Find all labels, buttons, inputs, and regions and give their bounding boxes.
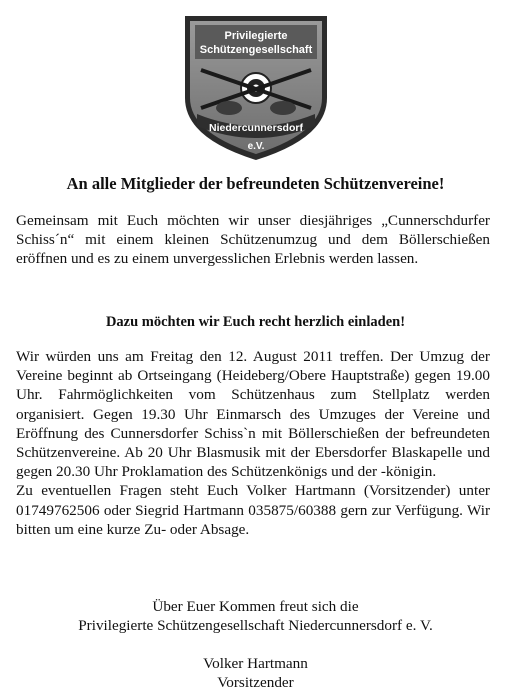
emblem-text-3: Niedercunnersdorf — [209, 122, 303, 134]
intro-paragraph: Gemeinsam mit Euch möchten wir unser diesjähriges „Cunnerschdurfer Schiss´n“ mit einem kleinen Schützenumzug und dem Böllerschießen eröffnen und es zu einem unvergesslichen Erlebnis werden lassen. — [16, 212, 490, 268]
emblem-text-4: e.V. — [247, 141, 265, 152]
details-block — [16, 347, 490, 539]
signer-name: Volker Hartmann — [203, 655, 308, 672]
emblem-text-2: Schützengesellschaft — [199, 44, 313, 56]
shield-emblem-icon — [181, 10, 331, 165]
letter-heading: An alle Mitglieder der befreundeten Schützenvereine! — [66, 174, 445, 193]
contact-paragraph: Zu eventuellen Fragen steht Euch Volker Hartmann (Vorsitzender) unter 01749762506 oder Siegrid Hartmann 035875/60388 gern zur Verfügung. Wir bitten um eine kurze Zu- oder Absage. — [16, 482, 490, 538]
club-emblem — [181, 10, 331, 165]
emblem-text-1: Privilegierte — [224, 30, 288, 42]
closing-line-2: Privilegierte Schützengesellschaft Niedercunnersdorf e. V. — [78, 617, 433, 634]
closing-block — [0, 597, 511, 635]
closing-line-1: Über Euer Kommen freut sich die — [152, 598, 359, 615]
signer-title: Vorsitzender — [217, 674, 294, 691]
signature-block — [0, 654, 511, 692]
invitation-heading: Dazu möchten wir Euch recht herzlich einladen! — [105, 314, 406, 330]
schedule-paragraph: Wir würden uns am Freitag den 12. August 2011 treffen. Der Umzug der Vereine beginnt ab Ortseingang (Heideberg/Obere Hauptstraße) gegen 19.00 Uhr. Fahrmöglichkeiten vom Schützenhaus zum Stellplatz werden organisiert. Gegen 19.30 Uhr Einmarsch des Umzuges der Vereine und Eröffnung des Cunnersdorfer Schiss`n mit Böllerschießen der befreundeten Schützenvereine. Ab 20 Uhr Blasmusik mit der Ebersdorfer Blaskapelle und gegen 20.30 Uhr Proklamation des Schützenkönigs und der -königin. — [16, 348, 490, 481]
